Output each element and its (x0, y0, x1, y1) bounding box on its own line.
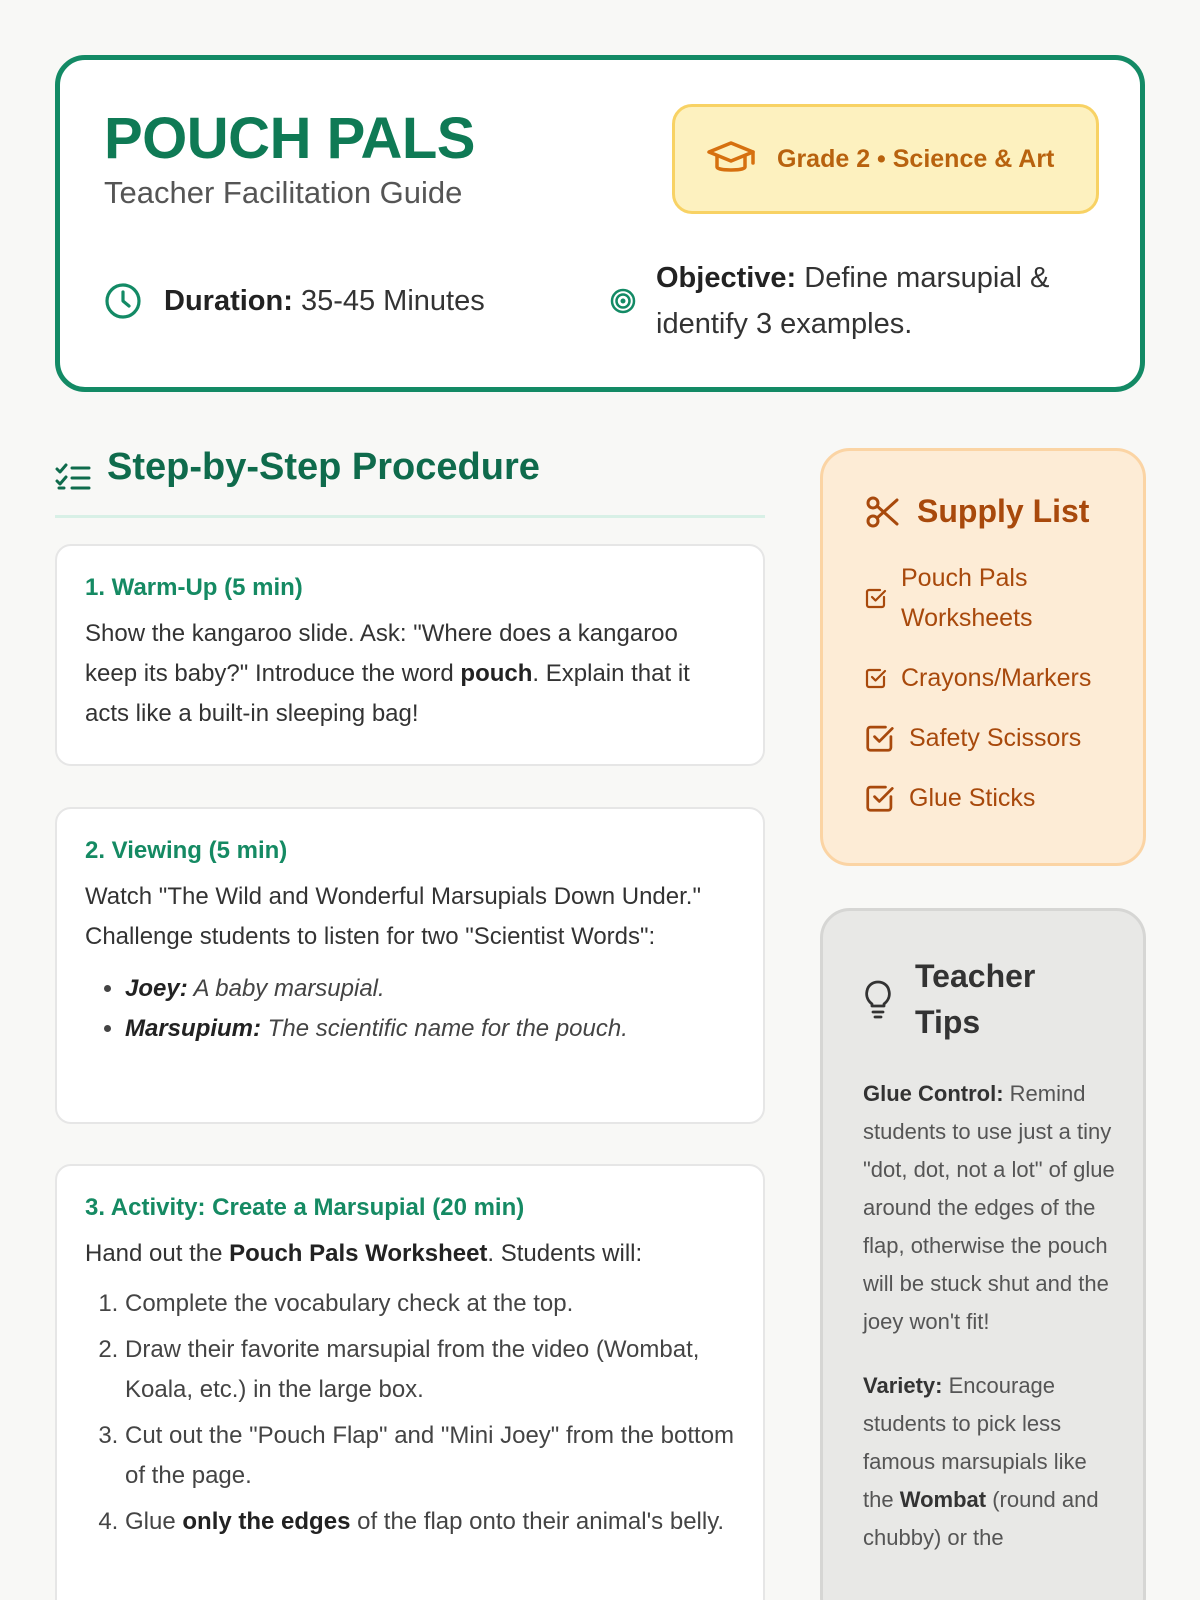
procedure-heading (55, 446, 765, 518)
procedure-heading-label: Step-by-Step Procedure (107, 446, 540, 488)
teacher-tips-title: Teacher Tips (915, 958, 1036, 1040)
supply-list-heading (865, 493, 1143, 530)
lesson-header-card (55, 55, 1145, 392)
page-subtitle: Teacher Facilitation Guide (104, 175, 463, 210)
duration-label: Duration: (164, 284, 293, 317)
objective-value: Define marsupial & identify 3 examples. (656, 262, 1050, 340)
list-item: • Marsupium: The scientific name for the pouch. (125, 1009, 735, 1049)
grade-badge (672, 104, 1099, 214)
teacher-tips-card (820, 908, 1146, 1600)
graduation-cap-icon (705, 139, 757, 179)
supply-item (865, 658, 1143, 698)
duration-info (104, 282, 485, 320)
step-text: Show the kangaroo slide. Ask: "Where does a kangaroo keep its baby?" Introduce the word pouch. Explain that it acts like a built-in sleeping bag! (85, 620, 690, 727)
checklist-icon (55, 462, 91, 494)
checkbox-checked-icon (865, 667, 887, 689)
supply-item-label: Safety Scissors (909, 724, 1082, 752)
duration-value: 35-45 Minutes (300, 284, 485, 317)
page-title: POUCH PALS (104, 106, 475, 171)
supply-item (865, 718, 1143, 758)
supply-item-label: Glue Sticks (909, 784, 1036, 812)
supply-list-title: Supply List (917, 493, 1090, 529)
activity-steps-list (85, 1284, 735, 1542)
step-card-warm-up (55, 544, 765, 766)
scissors-icon (865, 494, 901, 530)
objective-label: Objective: (656, 262, 797, 294)
tip-glue-control: Glue Control: Remind students to use just a tiny "dot, dot, not a lot" of glue around the edges of the flap, otherwise the pouch will be stuck shut and the joey won't fit! (863, 1081, 1115, 1334)
tip-variety: Variety: Encourage students to pick less famous marsupials like the Wombat (round and chubby) or the (863, 1373, 1099, 1550)
supply-item (865, 778, 1143, 818)
step-title: 3. Activity: Create a Marsupial (20 min) (85, 1194, 525, 1221)
supply-list-card (820, 448, 1146, 866)
supply-item-label: Crayons/Markers (901, 664, 1092, 692)
checkbox-checked-icon (865, 723, 895, 753)
step-card-viewing (55, 807, 765, 1124)
step-title: 1. Warm-Up (5 min) (85, 574, 303, 601)
grade-badge-label: Grade 2 • Science & Art (777, 144, 1055, 173)
step-text: Watch "The Wild and Wonderful Marsupials Down Under." Challenge students to listen for two "Scientist Words": (85, 883, 701, 950)
clock-icon (104, 282, 142, 320)
checkbox-checked-icon (865, 587, 887, 609)
supply-item (865, 558, 1143, 638)
target-icon (610, 288, 636, 314)
objective-info (610, 255, 1090, 347)
vocabulary-list (85, 969, 735, 1049)
list-item: 4. Glue only the edges of the flap onto their animal's belly. (125, 1502, 735, 1542)
step-text: Hand out the Pouch Pals Worksheet. Students will: (85, 1240, 643, 1267)
lightbulb-icon (863, 978, 893, 1020)
checkbox-checked-icon (865, 783, 895, 813)
step-title: 2. Viewing (5 min) (85, 837, 288, 864)
list-item: • Joey: A baby marsupial. (125, 969, 735, 1009)
step-card-activity (55, 1164, 765, 1600)
supply-item-label: Pouch Pals Worksheets (901, 564, 1033, 632)
list-item: 2. Draw their favorite marsupial from the video (Wombat, Koala, etc.) in the large box. (125, 1330, 735, 1410)
list-item: 3. Cut out the "Pouch Flap" and "Mini Joey" from the bottom of the page. (125, 1416, 735, 1496)
teacher-tips-heading (863, 953, 1119, 1045)
list-item: 1. Complete the vocabulary check at the top. (125, 1284, 735, 1324)
